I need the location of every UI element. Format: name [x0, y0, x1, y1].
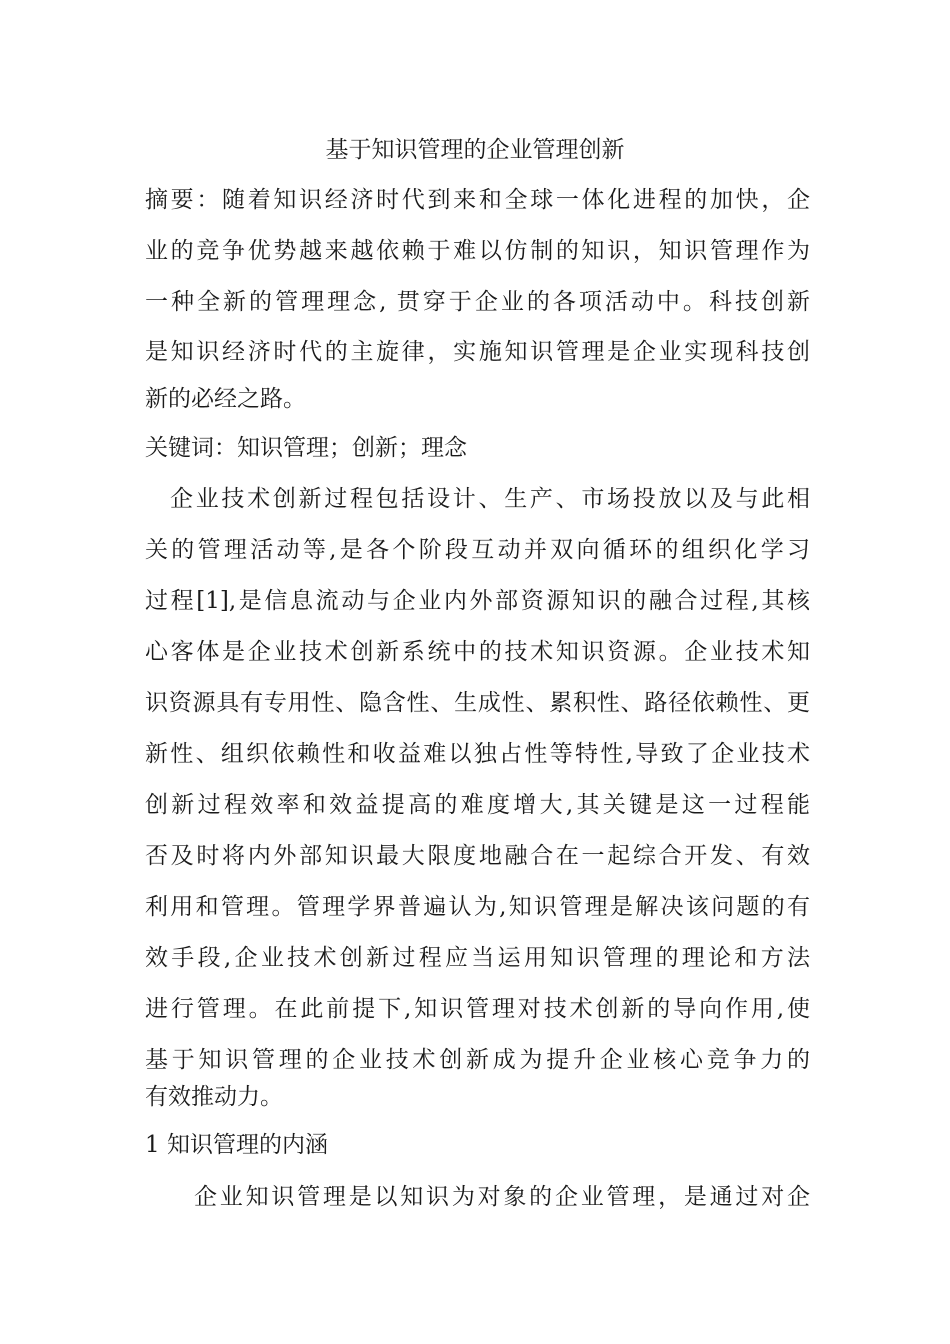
abstract-line: 是知识经济时代的主旋律，实施知识管理是企业实现科技创	[145, 339, 810, 365]
section-heading: 1 知识管理的内涵	[145, 1132, 328, 1158]
body-line: 利用和管理。管理学界普遍认为,知识管理是解决该问题的有	[145, 894, 810, 920]
abstract-line: 新的必经之路。	[145, 386, 306, 412]
body-line: 进行管理。在此前提下,知识管理对技术创新的导向作用,使	[145, 996, 810, 1022]
body-line: 新性、组织依赖性和收益难以独占性等特性,导致了企业技术	[145, 741, 810, 767]
abstract-line: 摘要：随着知识经济时代到来和全球一体化进程的加快，企	[145, 187, 810, 213]
body-line: 创新过程效率和效益提高的难度增大,其关键是这一过程能	[145, 792, 810, 818]
body-line: 过程[1],是信息流动与企业内外部资源知识的融合过程,其核	[145, 588, 810, 614]
body-line: 企业技术创新过程包括设计、生产、市场投放以及与此相	[170, 486, 810, 512]
abstract-line: 一种全新的管理理念, 贯穿于企业的各项活动中。科技创新	[145, 289, 810, 315]
body-line: 关的管理活动等,是各个阶段互动并双向循环的组织化学习	[145, 537, 810, 563]
section-body-line: 企业知识管理是以知识为对象的企业管理，是通过对企	[194, 1184, 810, 1210]
body-line: 否及时将内外部知识最大限度地融合在一起综合开发、有效	[145, 843, 810, 869]
body-line: 识资源具有专用性、隐含性、生成性、累积性、路径依赖性、更	[145, 690, 810, 716]
keywords: 关键词：知识管理；创新；理念	[145, 435, 467, 461]
abstract-line: 业的竞争优势越来越依赖于难以仿制的知识，知识管理作为	[145, 238, 810, 264]
body-line: 有效推动力。	[145, 1084, 283, 1110]
body-line: 基于知识管理的企业技术创新成为提升企业核心竞争力的	[145, 1047, 810, 1073]
document-title: 基于知识管理的企业管理创新	[325, 137, 625, 163]
body-line: 心客体是企业技术创新系统中的技术知识资源。企业技术知	[145, 639, 810, 665]
body-line: 效手段,企业技术创新过程应当运用知识管理的理论和方法	[145, 945, 810, 971]
